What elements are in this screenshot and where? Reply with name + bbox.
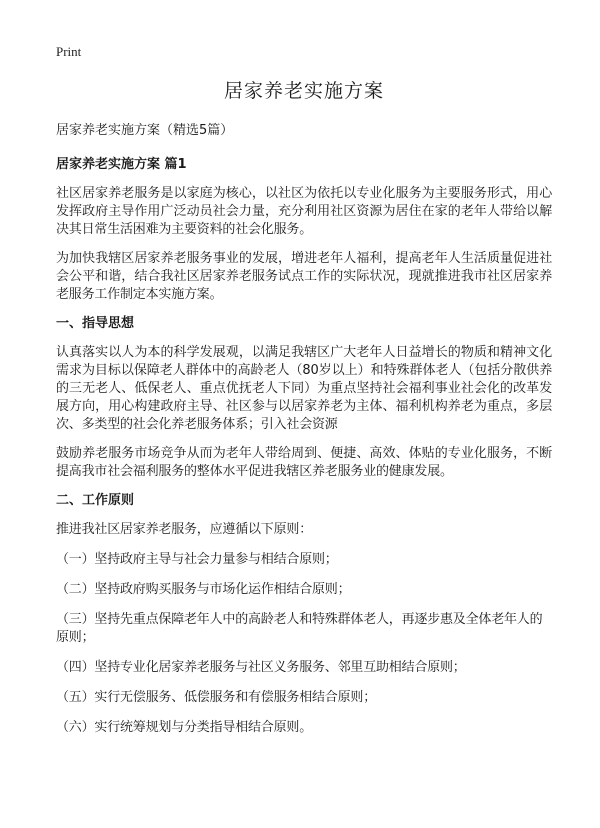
- print-link[interactable]: Print: [56, 44, 82, 59]
- article-heading: 居家养老实施方案 篇1: [56, 157, 187, 172]
- document-subtitle: 居家养老实施方案（精选5篇）: [56, 123, 234, 138]
- section-heading-guiding-ideology: 一、指导思想: [56, 316, 135, 331]
- intro-paragraph: 社区居家养老服务是以家庭为核心，以社区为依托以专业化服务为主要服务形式，用心发挥政府主导作用广泛动员社会力量，充分利用社区资源为居住在家的老年人带给以解决其日常生活困难为主要资料的社会化服务。: [56, 186, 552, 237]
- intro-paragraph: 为加快我辖区居家养老服务事业的发展，增进老年人福利，提高老年人生活质量促进社会公平和谐，结合我社区居家养老服务试点工作的实际状况，现就推进我市社区居家养老服务工作制定本实施方案。: [56, 251, 552, 302]
- principle-item: （三）坚持先重点保障老年人中的高龄老人和特殊群体老人，再逐步惠及全体老年人的原则；: [56, 612, 543, 645]
- principles-intro: 推进我社区居家养老服务，应遵循以下原则：: [56, 522, 313, 537]
- section-paragraph: 鼓励养老服务市场竞争从而为老年人带给周到、便捷、高效、体贴的专业化服务，不断提高我市社会福利服务的整体水平促进我辖区养老服务业的健康发展。: [56, 446, 552, 479]
- document-title: 居家养老实施方案: [223, 80, 384, 102]
- document-body: [56, 78, 552, 749]
- principle-item: （一）坚持政府主导与社会力量参与相结合原则；: [56, 552, 338, 567]
- principle-item: （五）实行无偿服务、低偿服务和有偿服务相结合原则；: [56, 690, 377, 705]
- section-heading-work-principles: 二、工作原则: [56, 493, 135, 508]
- principle-item: （四）坚持专业化居家养老服务与社区义务服务、邻里互助相结合原则；: [56, 660, 466, 675]
- principle-item: （二）坚持政府购买服务与市场化运作相结合原则；: [56, 582, 351, 597]
- principle-item: （六）实行统筹规划与分类指导相结合原则。: [56, 720, 313, 735]
- section-paragraph: 认真落实以人为本的科学发展观，以满足我辖区广大老年人日益增长的物质和精神文化需求为目标以保障老人群体中的高龄老人（80岁以上）和特殊群体老人（包括分散供养的三无老人、低保老人、重点优抚老人下同）为重点坚持社会福利事业社会化的改革发展方向，用心构建政府主导、社区参与以居家养老为主体、福利机构养老为重点，多层次、多类型的社会化养老服务体系；引入社会资源: [56, 345, 552, 432]
